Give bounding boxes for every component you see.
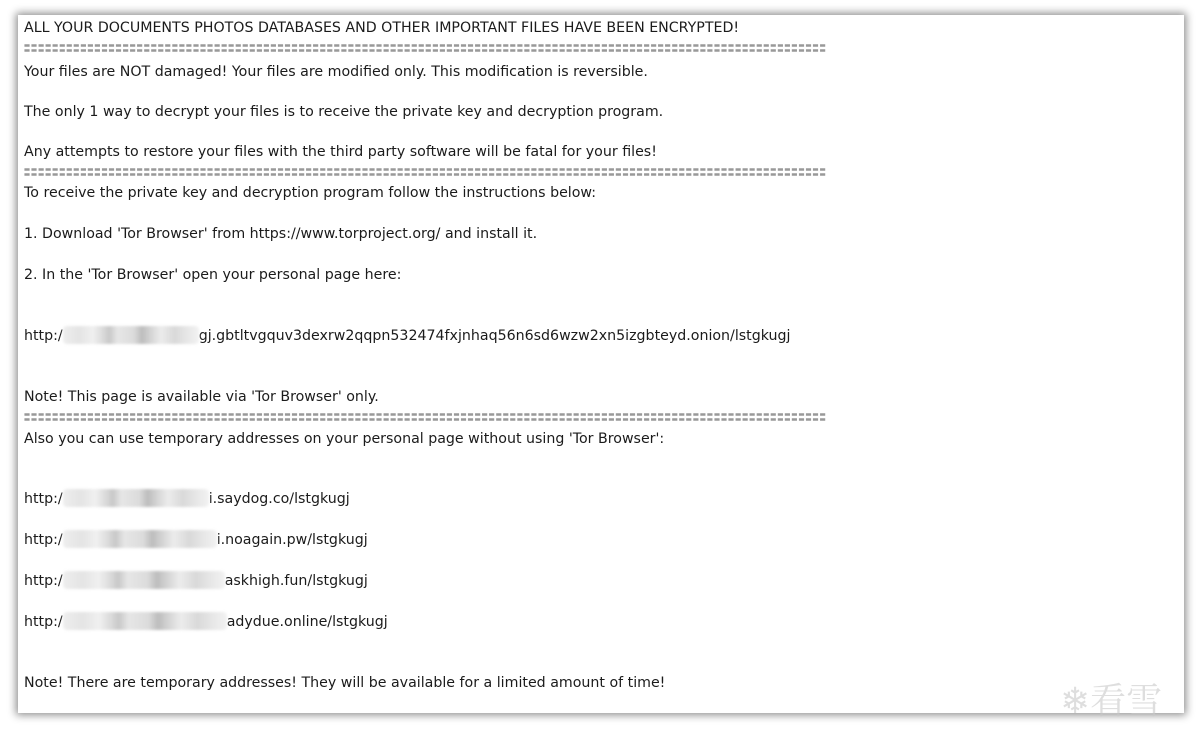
redacted-blur	[63, 489, 209, 507]
temp-link-1[interactable]	[24, 489, 350, 509]
watermark	[1060, 672, 1200, 732]
separator-1	[24, 42, 827, 52]
temp-link-2-prefix: http:/	[24, 532, 63, 548]
temp-link-3-suffix: askhigh.fun/lstgkugj	[224, 573, 368, 589]
separator-2-bottom	[24, 171, 827, 176]
temp-link-4-prefix: http:/	[24, 614, 63, 630]
paragraph-not-damaged: Your files are NOT damaged! Your files are modified only. This modification is reversible.	[24, 64, 648, 80]
temp-link-3-prefix: http:/	[24, 573, 63, 589]
redacted-blur	[63, 612, 227, 630]
onion-link-suffix: gj.gbtltvgquv3dexrw2qqpn532474fxjnhaq56n6sd6wzw2xn5izgbteyd.onion/lstgkugj	[198, 328, 791, 344]
temp-link-4[interactable]	[24, 612, 388, 632]
step-2-open-page: 2. In the 'Tor Browser' open your personal page here:	[24, 267, 402, 283]
watermark-text: 看雪	[1090, 681, 1163, 722]
note-tor-only: Note! This page is available via 'Tor Browser' only.	[24, 389, 379, 405]
paragraph-temporary: Also you can use temporary addresses on your personal page without using 'Tor Browser':	[24, 431, 665, 447]
redacted-blur	[63, 326, 199, 344]
onion-link-prefix: http:/	[24, 328, 63, 344]
note-temporary-addresses: Note! There are temporary addresses! They will be available for a limited amount of time!	[24, 675, 666, 691]
temp-link-1-suffix: i.saydog.co/lstgkugj	[208, 491, 350, 507]
separator-1-bottom	[24, 47, 827, 52]
redacted-blur	[63, 530, 217, 548]
temp-link-2[interactable]	[24, 530, 368, 550]
temp-link-4-suffix: adydue.online/lstgkugj	[226, 614, 388, 630]
paragraph-attempts: Any attempts to restore your files with the third party software will be fatal for your files!	[24, 144, 657, 160]
temp-link-3[interactable]	[24, 571, 368, 591]
separator-2	[24, 166, 827, 176]
paragraph-instructions: To receive the private key and decryption program follow the instructions below:	[24, 185, 597, 201]
redacted-blur	[63, 571, 225, 589]
snowflake-icon: ❄	[1060, 681, 1091, 722]
step-1-download-tor: 1. Download 'Tor Browser' from https://www.torproject.org/ and install it.	[24, 226, 538, 242]
note-title: ALL YOUR DOCUMENTS PHOTOS DATABASES AND OTHER IMPORTANT FILES HAVE BEEN ENCRYPTED!	[24, 20, 740, 36]
separator-3-bottom	[24, 416, 827, 421]
temp-link-1-prefix: http:/	[24, 491, 63, 507]
paragraph-only-way: The only 1 way to decrypt your files is to receive the private key and decryption program.	[24, 104, 664, 120]
separator-3	[24, 411, 827, 421]
onion-link[interactable]	[24, 326, 790, 346]
ransom-note-window	[18, 15, 1184, 713]
temp-link-2-suffix: i.noagain.pw/lstgkugj	[216, 532, 368, 548]
